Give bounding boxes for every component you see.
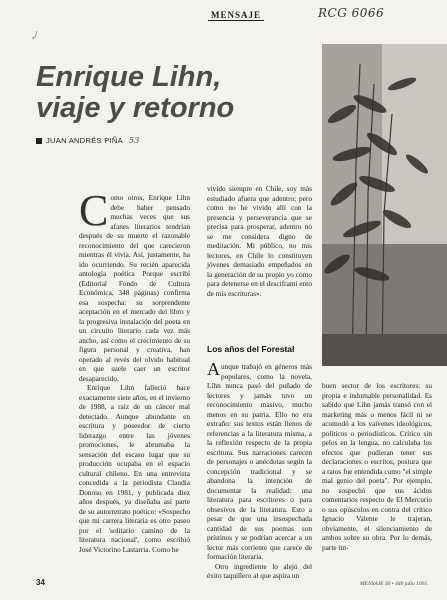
- article-photo: [322, 44, 447, 366]
- byline-square-icon: [36, 138, 42, 144]
- title-line-1: Enrique Lihn,: [36, 61, 222, 93]
- issue-footer: MENSAJE 30 • 440 julio 1995: [360, 581, 428, 587]
- author-byline: [36, 136, 140, 145]
- page-number: 34: [36, 578, 45, 587]
- text-column-2: [207, 184, 312, 298]
- author-handwritten-annotation: 53: [128, 136, 140, 145]
- text-column-1: [79, 186, 190, 554]
- author-name: JUAN ANDRÉS PIÑA: [46, 136, 123, 145]
- photo-plant-illustration: [322, 44, 447, 366]
- drop-cap-a: A: [207, 359, 220, 379]
- paragraph-3: vivido siempre en Chile, soy más estudiado afuera que adentro; pero como no he vivido allí con la presencia y perseverancia que se precisa para prosperar, adentro no se me considera digno de meditación. Mi público, no mis lectores, en Chile lo constituyen jóvenes demasiado empeñados en la generación de su propio yo como para detenerse en el desciframi ento de mis escrituras».: [207, 184, 312, 298]
- article-title: [36, 62, 234, 124]
- title-line-2: viaje y retorno: [36, 92, 235, 124]
- corner-pencil-mark: ,/: [32, 30, 38, 41]
- paragraph-5: Otro ingrediente lo alejó del éxito taquillero al que aspira un: [207, 561, 312, 580]
- text-column-3: [322, 381, 432, 552]
- text-column-2-lower: [207, 359, 312, 581]
- paragraph-1: Como otros, Enrique Lihn debe haber pensado muchas veces que sus afanes literarios tendrían después de su muerte el razonable reconocimiento del que carecieron mientras él vivía. Así, justamente, ha ido ocurriendo. Su recién aparecida antología poética Porque escribí (Editorial Fondo de Cultura Económica, 348 páginas) confirma esa sospecha: su sorprendente aceptación en el mercado del libro y la progresiva instalación del poeta en un circuito literario cada vez más ancho, así como el crecimiento de su figura personal y creativa, han operado al revés del olvido habitual en que suele caer un escritor desaparecido.: [79, 186, 190, 383]
- catalog-handwritten-note: RCG 6066: [318, 6, 385, 20]
- drop-cap-c: C: [79, 186, 109, 235]
- magazine-header: MENSAJE: [208, 10, 264, 21]
- paragraph-2: Enrique Lihn falleció hace exactamente siete años, en el invierno de 1988, a raíz de un cáncer mal detectado. Aunque abundante en escritura y poseedor de cierto liderazgo entre las jóvenes promociones, le abrumaba la sensación del escaso lugar que su producción ocupaba en el espacio cultural chileno. En una entrevista concedida a la periodista Claudia Donoso en 1981, y publicada diez años después, ya diseñaba así parte de su autorretrato poético: «Sospecho que mi carrera literaria es otro paseo por el 'solitario camino de la literatura nacional', como escribió José Victorino Lastarria. Como he: [79, 383, 190, 554]
- paragraph-4: Aunque trabajó en géneros más populares, como la novela, Lihn nunca pasó del puñado de lectores y jamás tuvo un reconocimiento masivo, mucho menos en su patria. Ello no era extraño: sus textos están llenos de referencias a la literatura misma, a la reflexión respecto de la propia escritura. Sus narraciones carecen de personajes o anécdotas según la concepción tradicional y se abandona la intención de documentar la realidad: una literatura para escritores o para obsesivos de la literatura. Esto a pesar de que una insospechada cantidad de sus poemas son prístinos y se podrían acercar a un lector más corriente que carece de formación literaria.: [207, 359, 312, 561]
- paragraph-6: buen sector de los escritores: su propia e indomable personalidad. Es sabido que Lihn jamás transó con el marketing más o menos fácil ni se acomodó a los vaivenes ideológicos, políticos o periodísticos. Crítico sin pelos en la lengua, no calculaba los efectos que pudieran tener sus declaraciones o escritos, postura que a ratos fue entendida como "el simple mal genio del poeta". Por ejemplo, no sospechó que sus ácidos comentarios respecto de El Mercurio o sus opúsculos en contra del crítico Ignacio Valente le trajeran, obviamente, el silenciamiento de ambos sobre su obra. Por lo demás, parte im-: [322, 381, 432, 552]
- section-subhead: Los años del Forestal: [207, 344, 295, 354]
